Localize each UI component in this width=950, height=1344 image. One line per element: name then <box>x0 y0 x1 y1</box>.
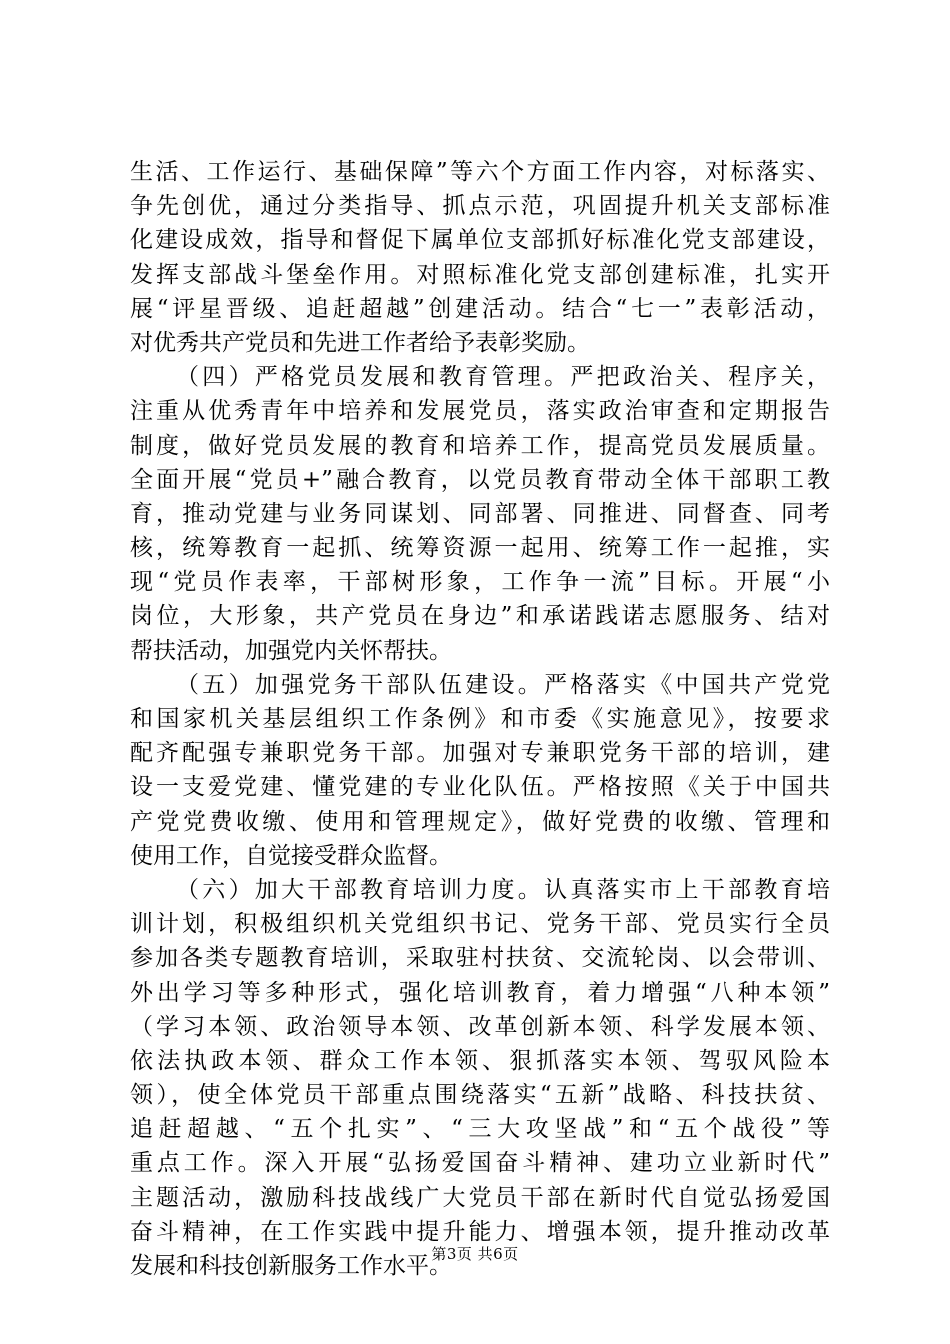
text-line: 追赶超越、“五个扎实”、“三大攻坚战”和“五个战役”等 <box>130 1116 830 1143</box>
text-line: 依法执政本领、群众工作本领、狠抓落实本领、驾驭风险本 <box>130 1047 830 1074</box>
text-line: （五）加强党务干部队伍建设。严格落实《中国共产党党 <box>176 671 830 698</box>
text-line: 配齐配强专兼职党务干部。加强对专兼职党务干部的培训，建 <box>130 740 830 767</box>
text-line: 设一支爱党建、懂党建的专业化队伍。严格按照《关于中国共 <box>130 774 830 801</box>
text-line: 现“党员作表率，干部树形象，工作争一流”目标。开展“小 <box>130 569 830 596</box>
text-line: 展“评星晋级、追赶超越”创建活动。结合“七一”表彰活动， <box>130 295 830 322</box>
text-line: 领），使全体党员干部重点围绕落实“五新”战略、科技扶贫、 <box>130 1082 830 1109</box>
text-line: 化建设成效，指导和督促下属单位支部抓好标准化党支部建设， <box>130 227 830 254</box>
text-line: 争先创优，通过分类指导、抓点示范，巩固提升机关支部标准 <box>130 193 830 220</box>
text-line: 重点工作。深入开展“弘扬爱国奋斗精神、建功立业新时代” <box>130 1150 830 1177</box>
text-line: 外出学习等多种形式，强化培训教育，着力增强“八种本领” <box>130 979 830 1006</box>
text-line: 使用工作，自觉接受群众监督。 <box>130 842 452 869</box>
text-line: 核，统筹教育一起抓、统筹资源一起用、统筹工作一起推，实 <box>130 535 830 562</box>
text-line: 全面开展“党员+”融合教育，以党员教育带动全体干部职工教 <box>130 466 830 493</box>
text-line: 和国家机关基层组织工作条例》和市委《实施意见》，按要求 <box>130 706 830 732</box>
text-line: 参加各类专题教育培训，采取驻村扶贫、交流轮岗、以会带训、 <box>130 945 830 972</box>
text-line: 育，推动党建与业务同谋划、同部署、同推进、同督查、同考 <box>130 500 830 527</box>
text-line: （学习本领、政治领导本领、改革创新本领、科学发展本领、 <box>130 1013 830 1040</box>
page-footer: 第3页 共6页 <box>431 1245 519 1263</box>
text-line: 发挥支部战斗堡垒作用。对照标准化党支部创建标准，扎实开 <box>130 261 830 288</box>
text-line: 对优秀共产党员和先进工作者给予表彰奖励。 <box>130 329 590 356</box>
text-line: 岗位，大形象，共产党员在身边”和承诺践诺志愿服务、结对 <box>130 603 830 630</box>
text-line: （四）严格党员发展和教育管理。严把政治关、程序关， <box>176 364 830 391</box>
text-line: 帮扶活动，加强党内关怀帮扶。 <box>130 637 452 664</box>
text-line: 主题活动，激励科技战线广大党员干部在新时代自觉弘扬爱国 <box>130 1184 830 1211</box>
text-line: 产党党费收缴、使用和管理规定》，做好党费的收缴、管理和 <box>130 808 830 835</box>
text-line: 发展和科技创新服务工作水平。 <box>130 1253 452 1279</box>
text-line: 注重从优秀青年中培养和发展党员，落实政治审查和定期报告 <box>130 398 830 425</box>
text-line: 制度，做好党员发展的教育和培养工作，提高党员发展质量。 <box>130 432 830 459</box>
text-line: 生活、工作运行、基础保障”等六个方面工作内容，对标落实、 <box>130 159 830 185</box>
text-line: 训计划，积极组织机关党组织书记、党务干部、党员实行全员 <box>130 911 830 938</box>
text-line: （六）加大干部教育培训力度。认真落实市上干部教育培 <box>176 876 830 903</box>
document-body <box>130 155 830 1283</box>
text-line: 奋斗精神，在工作实践中提升能力、增强本领，提升推动改革 <box>130 1218 830 1245</box>
